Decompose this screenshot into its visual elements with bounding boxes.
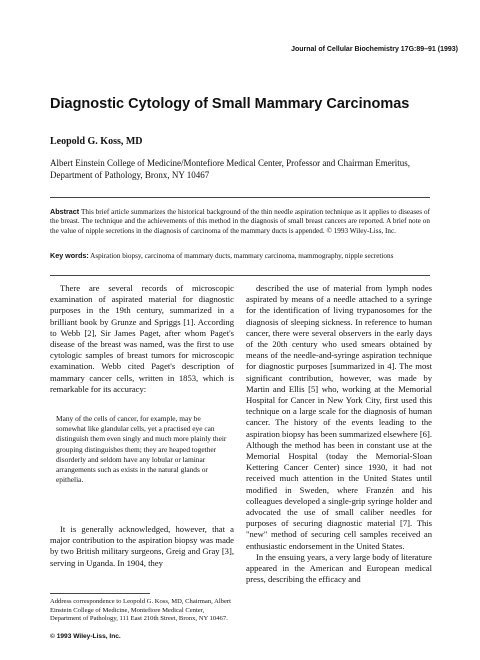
body-paragraph: There are several records of microscopic examination of aspirated material for diagnostic purposes in the 19th century, summarized in a brilliant book by Grunze and Spriggs [1]. According to Webb [2], Sir James Paget, after whom Paget's disease of the breast was named, was the first to use cytologic samples of breast tumors for microscopic examination. Webb cited Paget's description of mammary cancer cells, written in 1853, which is remarkable for its accuracy: — [50, 283, 234, 394]
body-paragraph: In the ensuing years, a very large body of literature appeared in the American and European medical press, describing the efficacy and — [246, 551, 432, 585]
author-affiliation: Albert Einstein College of Medicine/Montefiore Medical Center, Professor and Chairman Emeritus, Department of Pathology, Bronx, NY 10467 — [50, 158, 411, 180]
copyright-notice: © 1993 Wiley-Liss, Inc. — [50, 633, 121, 640]
footnote-rule — [50, 593, 150, 594]
abstract-text: This brief article summarizes the historical background of the thin needle aspiration technique as it applies to diseases of the breast. The technique and the achievements of this method in the diagnosis of small breast cancers are reported. A brief note on the value of nipple secretions in the diagnosis of carcinoma of the mammary ducts is appended. © 1993 Wiley-Liss, Inc. — [50, 208, 431, 235]
abstract-bottom-rule — [50, 275, 430, 276]
keywords — [50, 251, 430, 261]
body-column-left-continued — [50, 524, 234, 569]
body-column-left — [50, 283, 234, 395]
keywords-label: Key words: — [50, 251, 89, 260]
keywords-text: Aspiration biopsy, carcinoma of mammary ducts, mammary carcinoma, mammography, nipple secretions — [90, 252, 394, 260]
abstract-label: Abstract — [50, 207, 80, 216]
abstract-top-rule — [50, 197, 430, 198]
body-paragraph: It is generally acknowledged, however, that a major contribution to the aspiration biopsy was made by two British military surgeons, Greig and Gray [3], serving in Uganda. In 1904, they — [50, 524, 234, 568]
correspondence-footnote: Address correspondence to Leopold G. Koss, MD, Chairman, Albert Einstein College of Medicine, Montefiore Medical Center, Department of Pathology, 111 East 210th Street, Bronx, NY 10467. — [50, 598, 231, 623]
block-quote — [56, 414, 230, 485]
abstract — [50, 207, 430, 236]
quote-text: Many of the cells of cancer, for example, may be somewhat like glandular cells, yet a practised eye can distinguish them even singly and much more plainly their grouping distinguishes them; they are heaped together disorderly and seldom have any lobular or laminar arrangements such as exists in the natural glands or epithelia. — [56, 414, 227, 485]
body-column-right — [246, 283, 432, 585]
author-name: Leopold G. Koss, MD — [50, 136, 143, 147]
article-title: Diagnostic Cytology of Small Mammary Carcinomas — [50, 96, 410, 112]
journal-citation: Journal of Cellular Biochemistry 17G:89–91 (1993) — [291, 46, 458, 53]
body-paragraph: described the use of material from lymph nodes aspirated by means of a needle attached to a syringe for the identification of living trypanosomes for the diagnosis of sleeping sickness. In reference to human cancer, there were several observers in the early days of the 20th century who used smears obtained by means of the needle-and-syringe aspiration technique for diagnostic purposes [summarized in 4]. The most significant contribution, however, was made by Martin and Ellis [5] who, working at the Memorial Hospital for Cancer in New York City, first used this technique on a large scale for the diagnosis of human cancer. The history of the events leading to the aspiration biopsy has been summarized elsewhere [6]. Although the method has been in constant use at the Memorial Hospital (today the Memorial-Sloan Kettering Cancer Center) since 1930, it had not received much attention in the United States until modified in Sweden, where Franzén and his colleagues developed a single-grip syringe holder and advocated the use of small caliber needles for purposes of securing diagnostic material [7]. This "new" method of securing cell samples received an enthusiastic endorsement in the United States. — [246, 283, 432, 551]
